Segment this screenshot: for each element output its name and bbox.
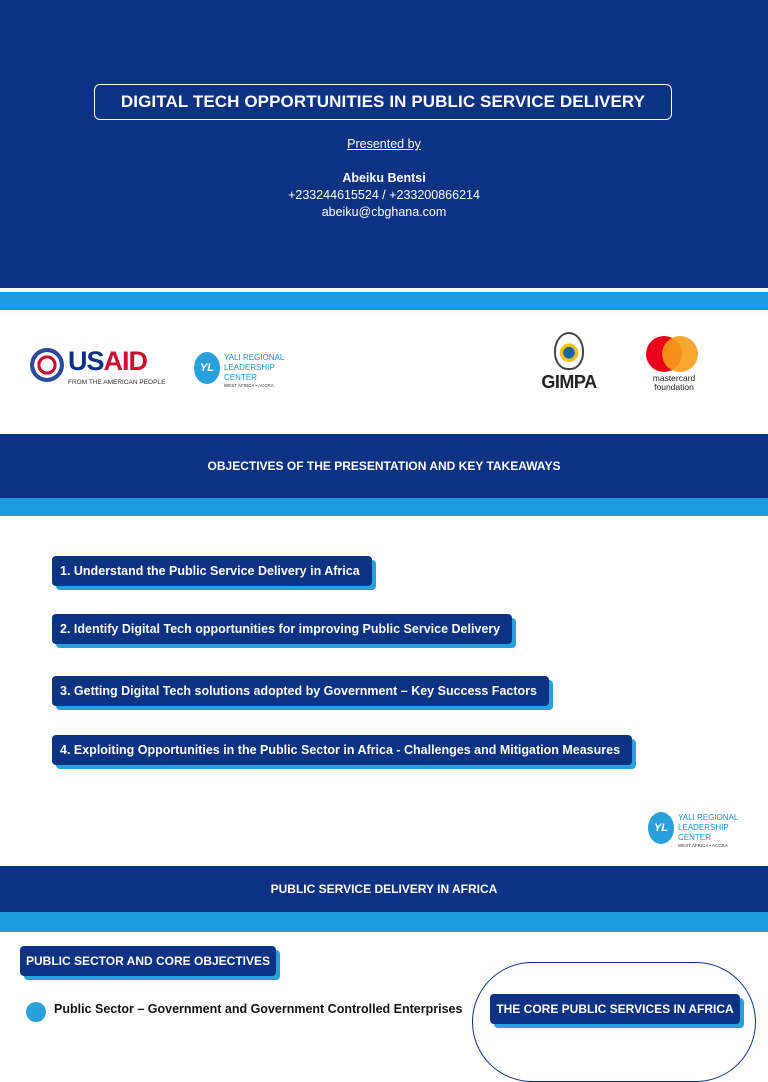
mastercard-orange-circle-icon: [662, 336, 698, 372]
objectives-header: OBJECTIVES OF THE PRESENTATION AND KEY TAKEAWAYS: [0, 434, 768, 498]
usaid-tagline: FROM THE AMERICAN PEOPLE: [68, 379, 166, 386]
accent-stripe: [0, 292, 768, 310]
objective-item-3: 3. Getting Digital Tech solutions adopted by Government – Key Success Factors: [52, 676, 549, 706]
sponsor-logos: [0, 310, 768, 434]
mastercard-text: mastercard foundation: [652, 373, 696, 392]
yali-mark-icon: YL: [648, 812, 674, 844]
presenter-phones: +233244615524 / +233200866214: [288, 188, 480, 202]
public-service-stripe: [0, 912, 768, 932]
yali-mark-icon: YL: [194, 352, 220, 384]
yali-logo-small: [648, 810, 758, 850]
presented-by-label: Presented by: [347, 137, 421, 151]
presenter-email: abeiku@cbghana.com: [321, 205, 447, 219]
title-slide: [0, 0, 768, 288]
bullet-dot-icon: [26, 1002, 46, 1022]
yali-text: YALI REGIONAL LEADERSHIP CENTER WEST AFRICA • ACCRA: [224, 353, 285, 388]
usaid-seal-icon: [30, 348, 64, 382]
objective-item-2: 2. Identify Digital Tech opportunities for improving Public Service Delivery: [52, 614, 512, 644]
usaid-logo: [30, 346, 166, 396]
mastercard-foundation-logo: [646, 336, 706, 396]
gimpa-logo: [538, 332, 600, 402]
objective-item-1: 1. Understand the Public Service Delivery in Africa: [52, 556, 372, 586]
yali-logo: [194, 350, 304, 390]
presenter-name: Abeiku Bentsi: [342, 171, 426, 185]
presenter-info: [0, 170, 768, 221]
yali-text: YALI REGIONAL LEADERSHIP CENTER WEST AFRICA • ACCRA: [678, 813, 739, 848]
core-services-label: THE CORE PUBLIC SERVICES IN AFRICA: [490, 994, 740, 1024]
presentation-title: DIGITAL TECH OPPORTUNITIES IN PUBLIC SERVICE DELIVERY: [94, 84, 672, 120]
section-label: PUBLIC SECTOR AND CORE OBJECTIVES: [20, 946, 276, 976]
usaid-wordmark: USAID: [68, 346, 148, 376]
bullet-text: Public Sector – Government and Government Controlled Enterprises: [54, 1002, 463, 1016]
objectives-stripe: [0, 498, 768, 516]
gimpa-crest-icon: [554, 332, 584, 370]
gimpa-wordmark: GIMPA: [541, 372, 597, 392]
objective-item-4: 4. Exploiting Opportunities in the Public Sector in Africa - Challenges and Mitigation Measures: [52, 735, 632, 765]
public-service-header: PUBLIC SERVICE DELIVERY IN AFRICA: [0, 866, 768, 912]
